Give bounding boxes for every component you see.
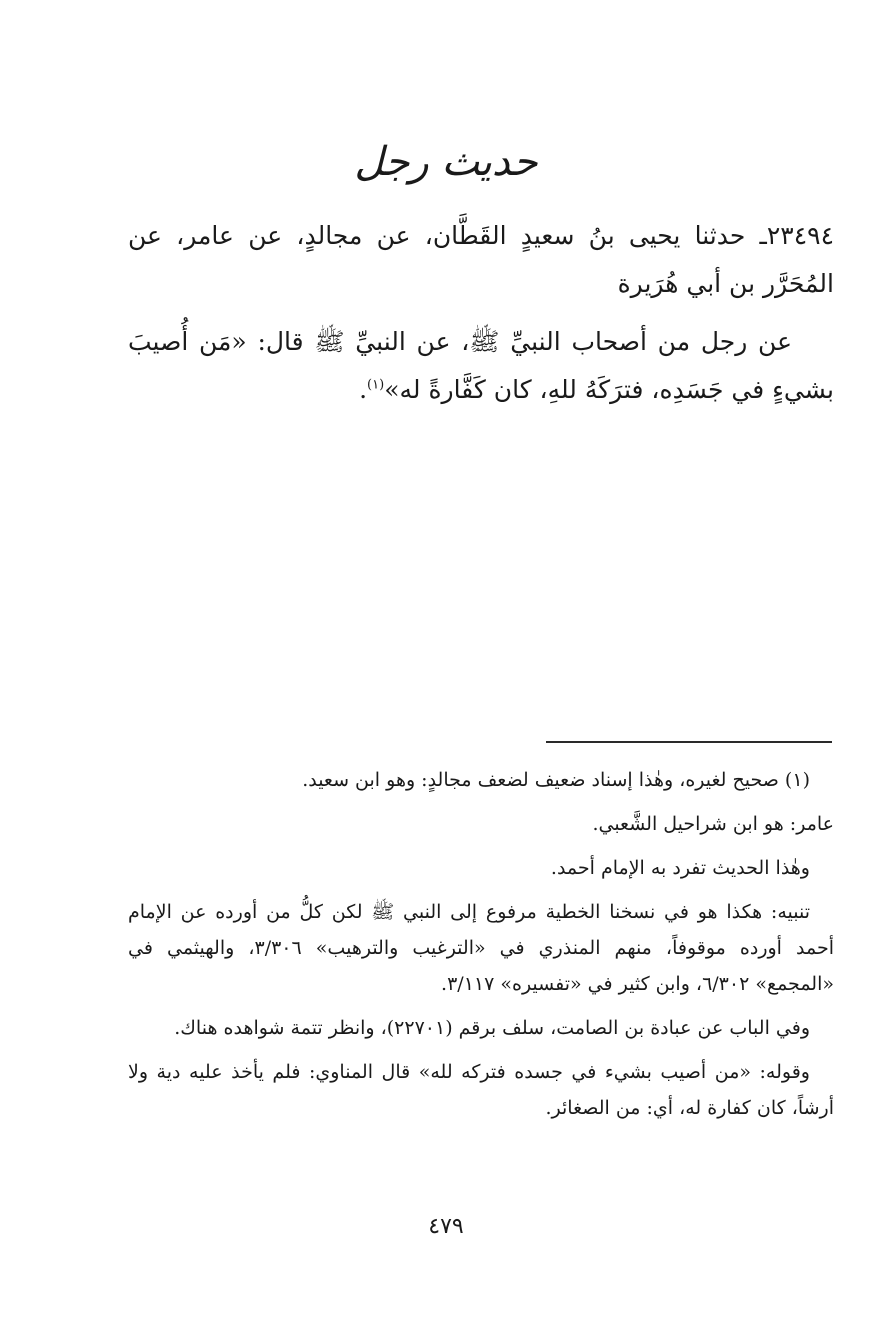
footnote-1: (١) صحيح لغيره، وهٰذا إسناد ضعيف لضعف مجالدٍ: وهو ابن سعيد. <box>302 769 810 791</box>
hadith-text <box>128 212 834 414</box>
footnote-qawluhu: وقوله: «من أصيب بشيء في جسده فتركه لله» قال المناوي: فلم يأخذ عليه دية ولا أرشاً، كان كفارة له، أي: من الصغائر. <box>128 1061 834 1119</box>
page-number: ٤٧٩ <box>428 1214 464 1239</box>
chapter-heading: حديث رجل <box>354 139 538 185</box>
hadith-matn: عن رجل من أصحاب النبيِّ ﷺ، عن النبيِّ ﷺ قال: «مَن أُصيبَ بشيءٍ في جَسَدِه، فترَكَهُ للهِ، كان كَفَّارةً له» <box>128 327 834 404</box>
footnote-tafarrud: وهٰذا الحديث تفرد به الإمام أحمد. <box>550 857 810 879</box>
footnote-bab: وفي الباب عن عبادة بن الصامت، سلف برقم (٢٢٧٠١)، وانظر تتمة شواهده هناك. <box>174 1017 810 1039</box>
footnote-tanbih: تنبيه: هكذا هو في نسخنا الخطية مرفوع إلى النبي ﷺ لكن كلُّ من أورده عن الإمام أحمد أورده موقوفاً، منهم المنذري في «الترغيب والترهيب» ٣/٣٠٦، والهيثمي في «المجمع» ٦/٣٠٢، وابن كثير في «تفسيره» ٣/١١٧. <box>128 901 835 995</box>
footnote-separator <box>546 741 832 743</box>
footnote-reference: (١) <box>367 377 385 393</box>
footnotes <box>128 762 834 1134</box>
hadith-matn-paragraph <box>128 318 834 414</box>
footnote-amir: عامر: هو ابن شراحيل الشَّعبي. <box>592 813 834 835</box>
hadith-isnad: ٢٣٤٩٤ـ حدثنا يحيى بنُ سعيدٍ القَطَّان، عن مجالدٍ، عن عامر، عن المُحَرَّر بن أبي هُرَيرة <box>128 221 834 298</box>
end-mark: . <box>359 375 368 404</box>
